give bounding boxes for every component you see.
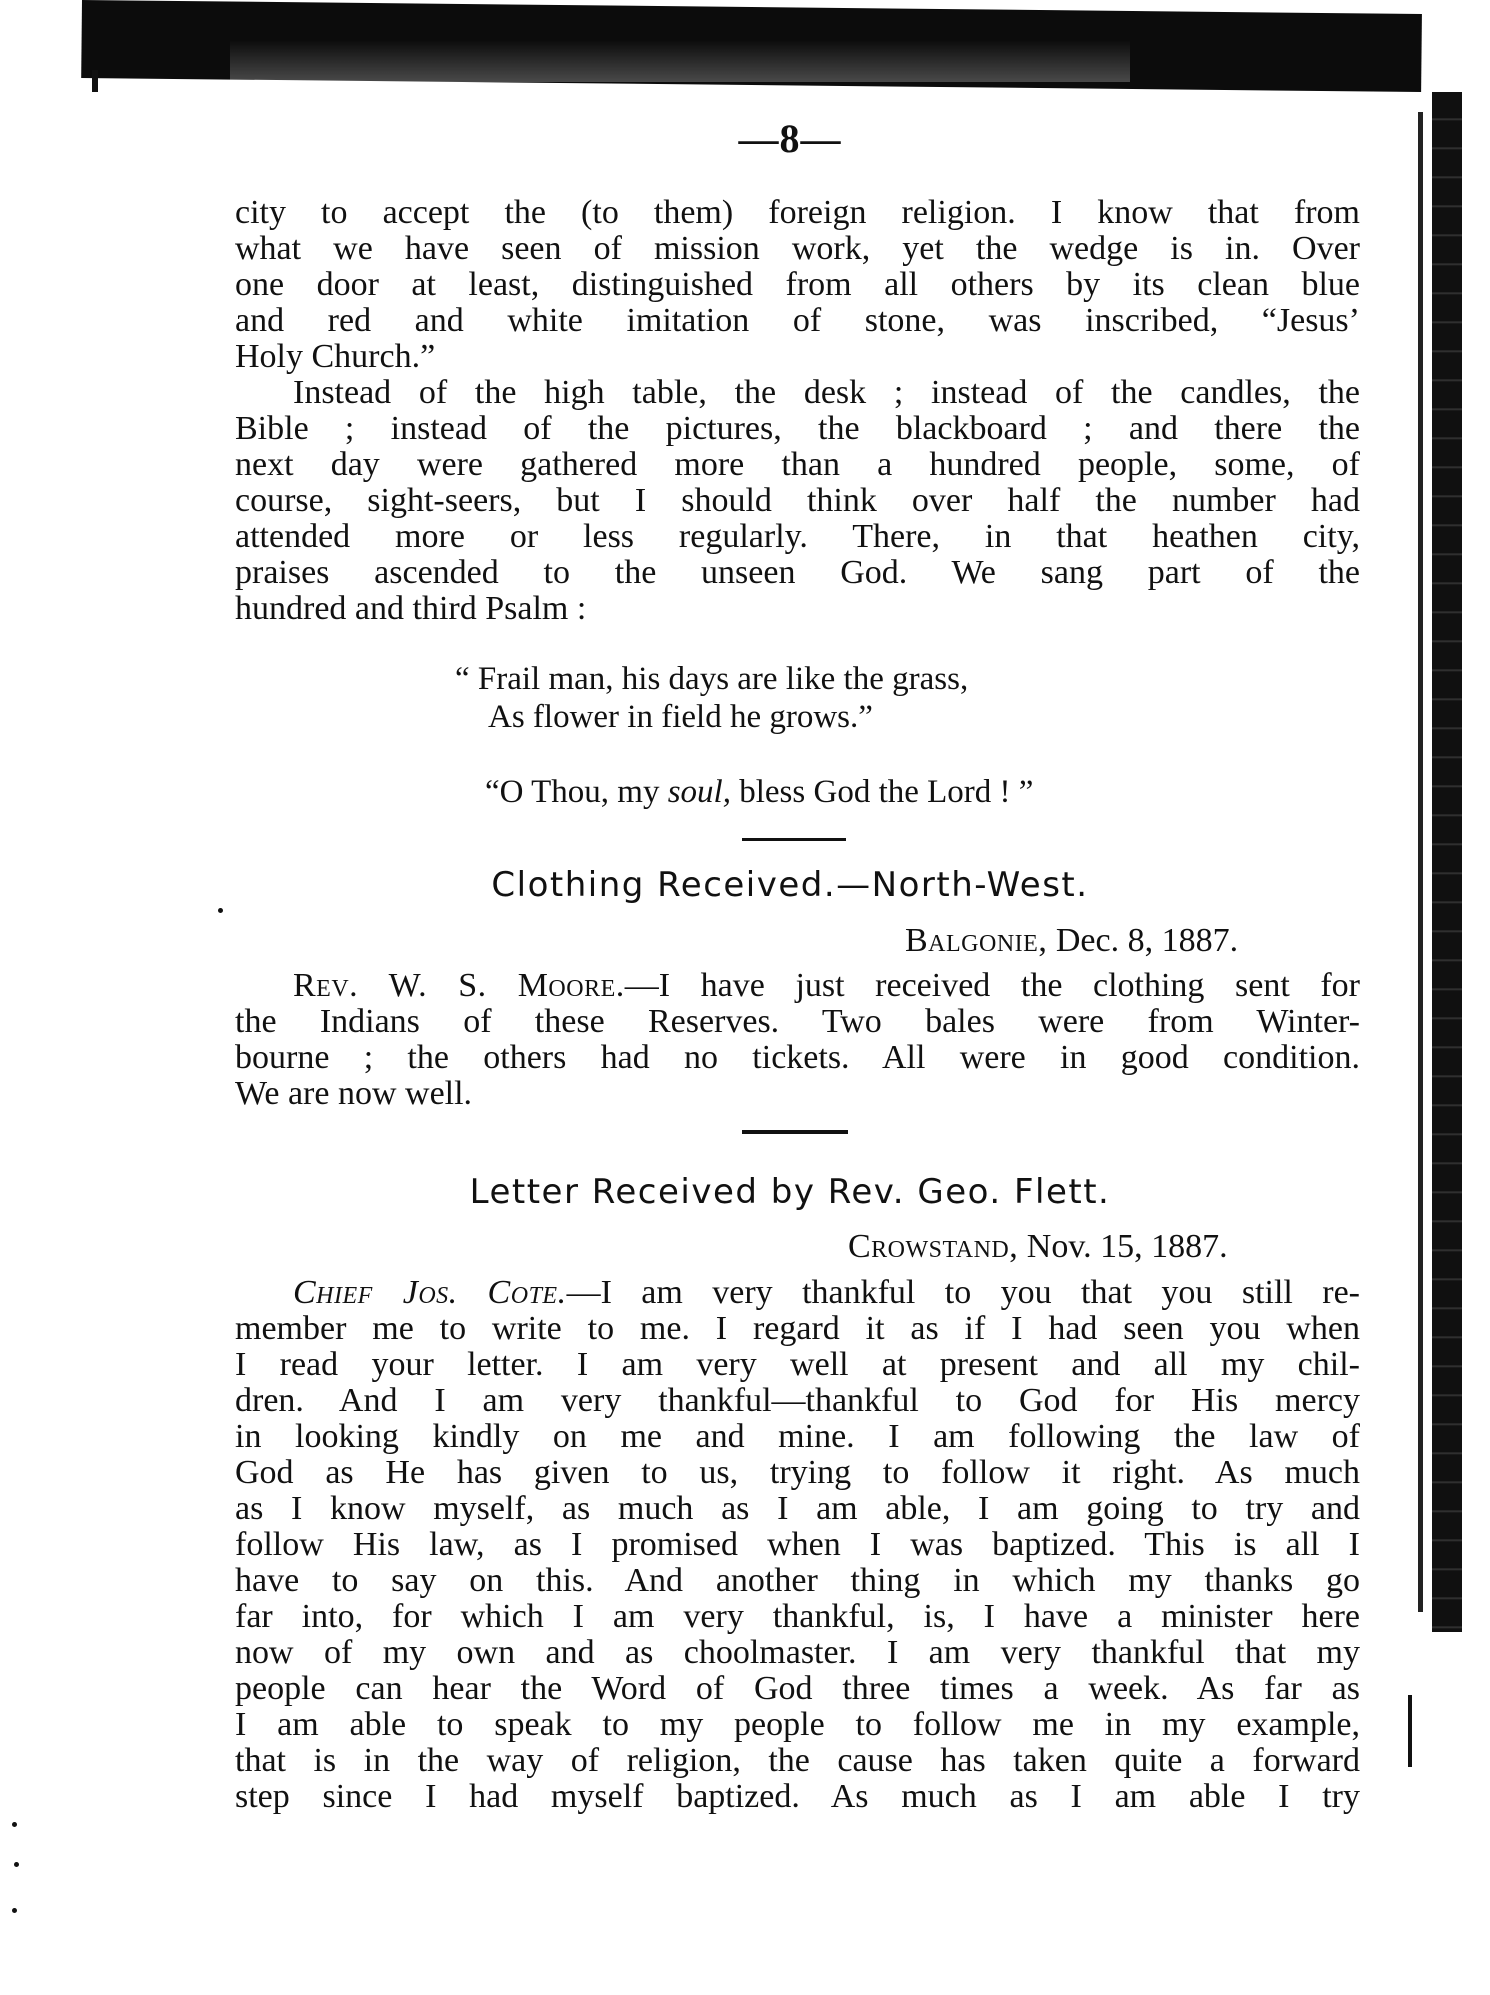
text-line: Chief Jos. Cote.—I am very thankful to you that you still re- (293, 1274, 1360, 1311)
speck (12, 1908, 17, 1913)
text-line: Instead of the high table, the desk ; instead of the candles, the (293, 374, 1360, 411)
text-line: and red and white imitation of stone, was inscribed, “Jesus’ (235, 302, 1360, 339)
scan-right-border (1432, 92, 1462, 1632)
text-line: course, sight-seers, but I should think over half the number had (235, 482, 1360, 519)
section-heading: Letter Received by Rev. Geo. Flett. (469, 1172, 1111, 1212)
speck (14, 1862, 19, 1867)
text-line: the Indians of these Reserves. Two bales were from Winter- (235, 1003, 1360, 1040)
text-line: I am able to speak to my people to follow me in my example, (235, 1706, 1360, 1743)
paragraph-3 (235, 968, 1360, 1112)
text-line: God as He has given to us, trying to follow it right. As much (235, 1454, 1360, 1491)
text-line: as I know myself, as much as I am able, I am going to try and (235, 1490, 1360, 1527)
text-line: have to say on this. And another thing in which my thanks go (235, 1562, 1360, 1599)
text-line: bourne ; the others had no tickets. All were in good condition. (235, 1039, 1360, 1076)
text-line: Holy Church.” (235, 338, 436, 375)
verse-line-1: “ Frail man, his days are like the grass, (455, 661, 969, 697)
text-line: city to accept the (to them) foreign religion. I know that from (235, 194, 1360, 231)
speck (12, 1822, 17, 1827)
text-line: in looking kindly on me and mine. I am following the law of (235, 1418, 1360, 1455)
scan-top-fade (230, 40, 1130, 82)
text-line: member me to write to me. I regard it as if I had seen you when (235, 1310, 1360, 1347)
text-line: follow His law, as I promised when I was baptized. This is all I (235, 1526, 1360, 1563)
scan-right-line (1418, 112, 1423, 1612)
text-line: We are now well. (235, 1075, 473, 1112)
text-line: Bible ; instead of the pictures, the blackboard ; and there the (235, 410, 1360, 447)
text-line: now of my own and as choolmaster. I am very thankful that my (235, 1634, 1360, 1671)
text-line: that is in the way of religion, the cause has taken quite a forward (235, 1742, 1360, 1779)
text-line: people can hear the Word of God three times a week. As far as (235, 1670, 1360, 1707)
scan-corner-mark (92, 70, 98, 92)
verse-line-3: “O Thou, my soul, bless God the Lord ! ” (485, 774, 1034, 810)
speck (218, 908, 223, 913)
paragraph-1 (235, 195, 1360, 375)
page-number: —8— (738, 116, 842, 161)
dateline: Crowstand, Nov. 15, 1887. (848, 1228, 1228, 1265)
text-line: attended more or less regularly. There, in that heathen city, (235, 518, 1360, 555)
dateline: Balgonie, Dec. 8, 1887. (905, 922, 1239, 959)
paragraph-4 (235, 1275, 1360, 1815)
text-line: one door at least, distinguished from all others by its clean blue (235, 266, 1360, 303)
paragraph-2 (235, 375, 1360, 627)
section-heading: Clothing Received.—North-West. (491, 865, 1089, 905)
text-line: hundred and third Psalm : (235, 590, 587, 627)
text-line: dren. And I am very thankful—thankful to God for His mercy (235, 1382, 1360, 1419)
text-line: what we have seen of mission work, yet the wedge is in. Over (235, 230, 1360, 267)
text-line: next day were gathered more than a hundred people, some, of (235, 446, 1360, 483)
section-divider (742, 1130, 848, 1134)
text-line: I read your letter. I am very well at present and all my chil- (235, 1346, 1360, 1383)
margin-mark (1408, 1695, 1412, 1767)
verse-line-2: As flower in field he grows.” (488, 699, 873, 735)
text-line: Rev. W. S. Moore.—I have just received the clothing sent for (293, 967, 1361, 1004)
section-divider (742, 838, 846, 841)
text-line: praises ascended to the unseen God. We sang part of the (235, 554, 1360, 591)
text-line: far into, for which I am very thankful, is, I have a minister here (235, 1598, 1360, 1635)
text-line: step since I had myself baptized. As much as I am able I try (235, 1778, 1360, 1815)
